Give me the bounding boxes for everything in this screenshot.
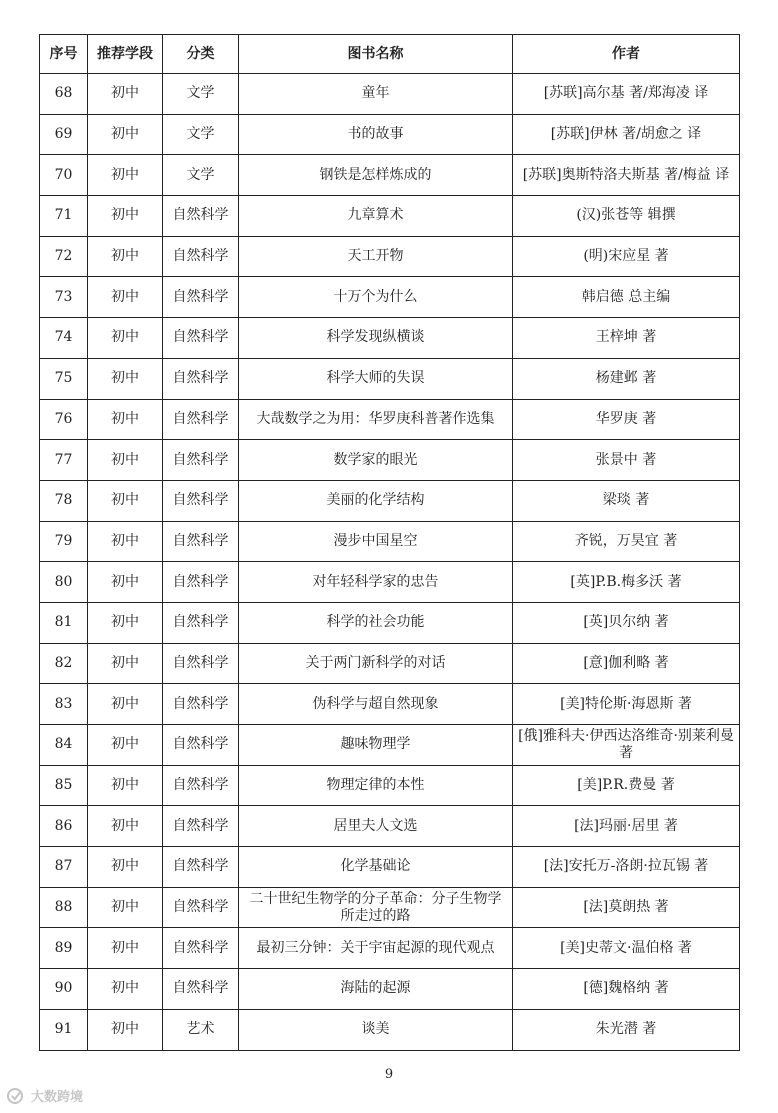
cell-author: 齐锐，万昊宜 著 [513, 521, 740, 562]
cell-recommended-stage: 初中 [88, 440, 163, 481]
cell-author: [美]特伦斯·海恩斯 著 [513, 684, 740, 725]
book-list-table [39, 34, 740, 1051]
table-row [40, 969, 740, 1010]
cell-category: 自然科学 [163, 806, 239, 847]
cell-author: 朱光潜 著 [513, 1009, 740, 1050]
cell-category: 自然科学 [163, 480, 239, 521]
table-row [40, 521, 740, 562]
cell-book-title: 钢铁是怎样炼成的 [239, 155, 513, 196]
cell-category: 自然科学 [163, 725, 239, 766]
cell-serial-number: 90 [40, 969, 88, 1010]
table-row [40, 155, 740, 196]
cell-category: 自然科学 [163, 562, 239, 603]
cell-recommended-stage: 初中 [88, 969, 163, 1010]
table-header-row [40, 35, 740, 74]
cell-book-title: 二十世纪生物学的分子革命：分子生物学所走过的路 [239, 887, 513, 928]
table-row [40, 277, 740, 318]
cell-serial-number: 85 [40, 765, 88, 806]
watermark [6, 1086, 83, 1105]
table-row [40, 1009, 740, 1050]
cell-author: (汉)张苍等 辑撰 [513, 196, 740, 237]
cell-serial-number: 86 [40, 806, 88, 847]
table-row [40, 765, 740, 806]
cell-book-title: 物理定律的本性 [239, 765, 513, 806]
cell-author: 张景中 著 [513, 440, 740, 481]
cell-serial-number: 74 [40, 318, 88, 359]
cell-author: [苏联]奥斯特洛夫斯基 著/梅益 译 [513, 155, 740, 196]
cell-category: 文学 [163, 114, 239, 155]
table-row [40, 928, 740, 969]
cell-author: [德]魏格纳 著 [513, 969, 740, 1010]
table-row [40, 725, 740, 766]
cell-serial-number: 89 [40, 928, 88, 969]
cell-category: 自然科学 [163, 684, 239, 725]
cell-recommended-stage: 初中 [88, 318, 163, 359]
cell-category: 自然科学 [163, 887, 239, 928]
cell-category: 文学 [163, 155, 239, 196]
cell-recommended-stage: 初中 [88, 1009, 163, 1050]
cell-recommended-stage: 初中 [88, 562, 163, 603]
cell-author: [苏联]高尔基 著/郑海凌 译 [513, 74, 740, 115]
cell-recommended-stage: 初中 [88, 236, 163, 277]
cell-serial-number: 83 [40, 684, 88, 725]
table-row [40, 236, 740, 277]
cell-recommended-stage: 初中 [88, 521, 163, 562]
cell-category: 自然科学 [163, 847, 239, 888]
cell-serial-number: 87 [40, 847, 88, 888]
cell-book-title: 书的故事 [239, 114, 513, 155]
cell-category: 自然科学 [163, 765, 239, 806]
cell-author: [苏联]伊林 著/胡愈之 译 [513, 114, 740, 155]
cell-serial-number: 77 [40, 440, 88, 481]
cell-recommended-stage: 初中 [88, 847, 163, 888]
table-row [40, 196, 740, 237]
header-author: 作者 [513, 35, 740, 74]
cell-recommended-stage: 初中 [88, 643, 163, 684]
cell-book-title: 最初三分钟：关于宇宙起源的现代观点 [239, 928, 513, 969]
cell-author: [英]贝尔纳 著 [513, 602, 740, 643]
cell-recommended-stage: 初中 [88, 684, 163, 725]
cell-category: 自然科学 [163, 318, 239, 359]
cell-recommended-stage: 初中 [88, 806, 163, 847]
cell-author: [英]P.B.梅多沃 著 [513, 562, 740, 603]
cell-book-title: 科学大师的失误 [239, 358, 513, 399]
table-row [40, 602, 740, 643]
cell-serial-number: 81 [40, 602, 88, 643]
cell-recommended-stage: 初中 [88, 114, 163, 155]
cell-author: [美]P.R.费曼 著 [513, 765, 740, 806]
cell-category: 自然科学 [163, 969, 239, 1010]
table-row [40, 806, 740, 847]
cell-book-title: 数学家的眼光 [239, 440, 513, 481]
cell-category: 自然科学 [163, 196, 239, 237]
cell-book-title: 童年 [239, 74, 513, 115]
cell-book-title: 关于两门新科学的对话 [239, 643, 513, 684]
cell-serial-number: 73 [40, 277, 88, 318]
header-book-title: 图书名称 [239, 35, 513, 74]
table-row [40, 847, 740, 888]
table-row [40, 358, 740, 399]
cell-category: 文学 [163, 74, 239, 115]
cell-category: 自然科学 [163, 399, 239, 440]
cell-book-title: 伪科学与超自然现象 [239, 684, 513, 725]
cell-recommended-stage: 初中 [88, 928, 163, 969]
cell-category: 自然科学 [163, 643, 239, 684]
page-number: 9 [384, 1067, 394, 1082]
cell-serial-number: 84 [40, 725, 88, 766]
cell-book-title: 十万个为什么 [239, 277, 513, 318]
cell-recommended-stage: 初中 [88, 480, 163, 521]
table-row [40, 440, 740, 481]
table-row [40, 399, 740, 440]
cell-serial-number: 79 [40, 521, 88, 562]
table-row [40, 114, 740, 155]
cell-book-title: 漫步中国星空 [239, 521, 513, 562]
cell-recommended-stage: 初中 [88, 887, 163, 928]
cell-serial-number: 76 [40, 399, 88, 440]
cell-category: 自然科学 [163, 440, 239, 481]
header-category: 分类 [163, 35, 239, 74]
cell-serial-number: 88 [40, 887, 88, 928]
table-row [40, 887, 740, 928]
cell-book-title: 大哉数学之为用：华罗庚科普著作选集 [239, 399, 513, 440]
cell-serial-number: 71 [40, 196, 88, 237]
cell-recommended-stage: 初中 [88, 399, 163, 440]
table-row [40, 562, 740, 603]
cell-recommended-stage: 初中 [88, 725, 163, 766]
cell-book-title: 九章算术 [239, 196, 513, 237]
cell-category: 艺术 [163, 1009, 239, 1050]
cell-serial-number: 70 [40, 155, 88, 196]
cell-recommended-stage: 初中 [88, 196, 163, 237]
table-row [40, 480, 740, 521]
cell-book-title: 趣味物理学 [239, 725, 513, 766]
table-body [40, 74, 740, 1051]
cell-recommended-stage: 初中 [88, 155, 163, 196]
cell-book-title: 科学发现纵横谈 [239, 318, 513, 359]
cell-author: [美]史蒂文·温伯格 著 [513, 928, 740, 969]
cell-category: 自然科学 [163, 236, 239, 277]
cell-category: 自然科学 [163, 277, 239, 318]
table-row [40, 684, 740, 725]
cell-recommended-stage: 初中 [88, 602, 163, 643]
cell-serial-number: 80 [40, 562, 88, 603]
cell-author: [法]玛丽·居里 著 [513, 806, 740, 847]
cell-author: 梁琰 著 [513, 480, 740, 521]
cell-book-title: 谈美 [239, 1009, 513, 1050]
cell-author: 王梓坤 著 [513, 318, 740, 359]
cell-recommended-stage: 初中 [88, 277, 163, 318]
cell-book-title: 化学基础论 [239, 847, 513, 888]
cell-serial-number: 78 [40, 480, 88, 521]
cell-recommended-stage: 初中 [88, 74, 163, 115]
cell-book-title: 科学的社会功能 [239, 602, 513, 643]
cell-author: 韩启德 总主编 [513, 277, 740, 318]
cell-author: 华罗庚 著 [513, 399, 740, 440]
cell-serial-number: 91 [40, 1009, 88, 1050]
cell-author: 杨建邺 著 [513, 358, 740, 399]
watermark-logo-icon [6, 1087, 28, 1105]
cell-recommended-stage: 初中 [88, 765, 163, 806]
cell-category: 自然科学 [163, 602, 239, 643]
cell-author: [法]安托万-洛朗·拉瓦锡 著 [513, 847, 740, 888]
cell-serial-number: 82 [40, 643, 88, 684]
cell-author: [俄]雅科夫·伊西达洛维奇·别莱利曼 著 [513, 725, 740, 766]
cell-author: (明)宋应星 著 [513, 236, 740, 277]
cell-author: [法]莫朗热 著 [513, 887, 740, 928]
cell-book-title: 天工开物 [239, 236, 513, 277]
watermark-text: 大数跨境 [31, 1090, 84, 1105]
table-row [40, 74, 740, 115]
cell-author: [意]伽利略 著 [513, 643, 740, 684]
cell-book-title: 居里夫人文选 [239, 806, 513, 847]
header-recommended-stage: 推荐学段 [88, 35, 163, 74]
cell-serial-number: 69 [40, 114, 88, 155]
cell-book-title: 美丽的化学结构 [239, 480, 513, 521]
cell-recommended-stage: 初中 [88, 358, 163, 399]
cell-book-title: 对年轻科学家的忠告 [239, 562, 513, 603]
cell-serial-number: 68 [40, 74, 88, 115]
cell-category: 自然科学 [163, 521, 239, 562]
cell-serial-number: 72 [40, 236, 88, 277]
cell-serial-number: 75 [40, 358, 88, 399]
cell-book-title: 海陆的起源 [239, 969, 513, 1010]
cell-category: 自然科学 [163, 358, 239, 399]
table-row [40, 318, 740, 359]
header-serial-number: 序号 [40, 35, 88, 74]
table-row [40, 643, 740, 684]
cell-category: 自然科学 [163, 928, 239, 969]
